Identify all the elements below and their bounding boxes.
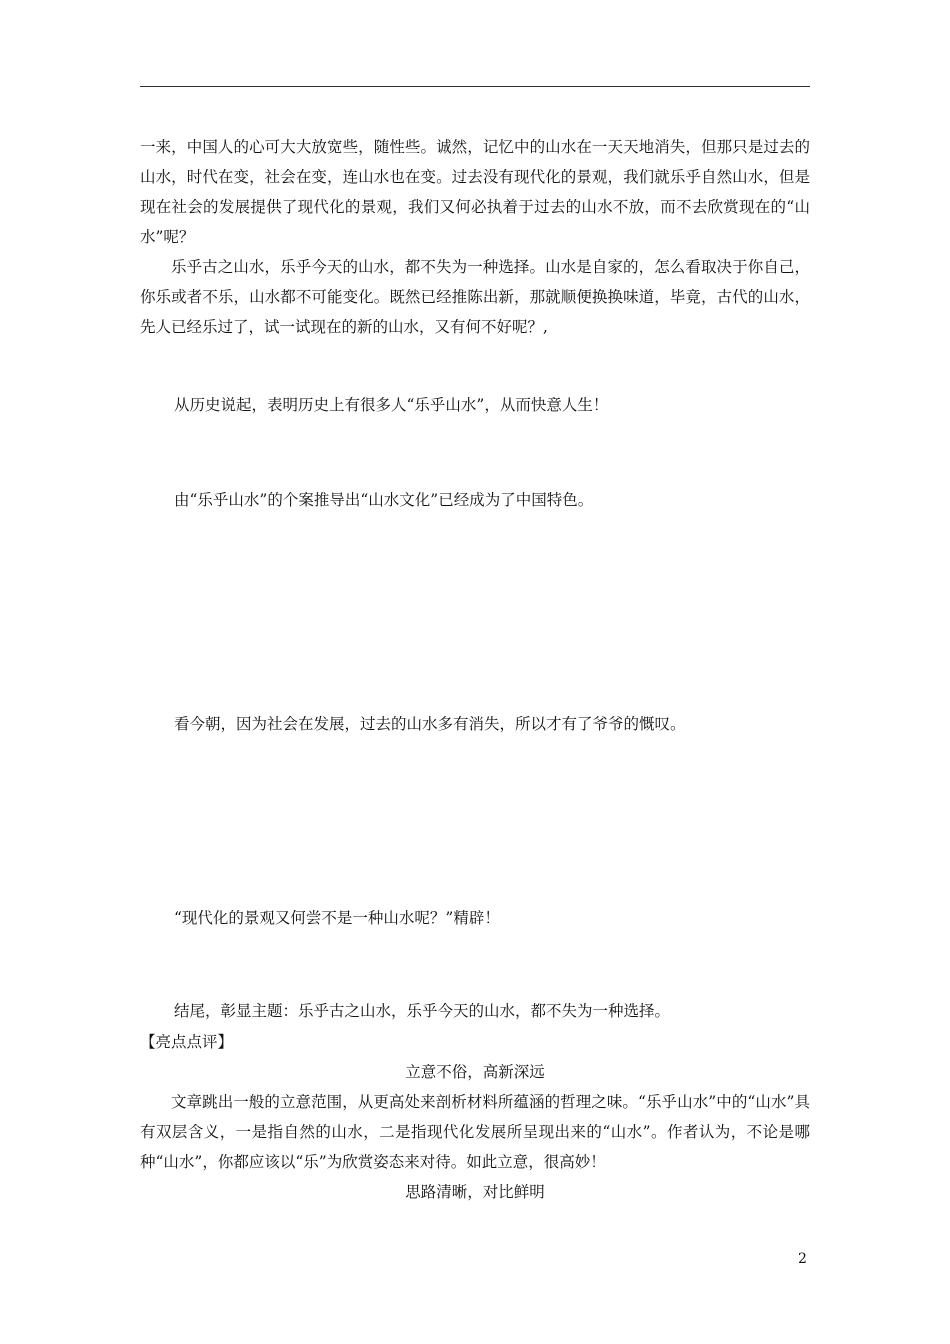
comment-line: 由“乐乎山水”的个案推导出“山水文化”已经成为了中国特色。	[174, 491, 594, 509]
paragraph: 一来，中国人的心可大大放宽些，随性些。诚然，记忆中的山水在一天天地消失，但那只是过去的山水，时代在变，社会在变，连山水也在变。过去没有现代化的景观，我们就乐乎自然山水，但是现在社会的发展提供了现代化的景观，我们又何必执着于过去的山水不放，而不去欣赏现在的“山水”呢？	[140, 138, 810, 246]
body-text-top	[140, 132, 810, 342]
review-section	[140, 1027, 810, 1207]
review-body: 文章跳出一般的立意范围，从更高处来剖析材料所蕴涵的哲理之味。“乐乎山水”中的“山水”具有双层含义，一是指自然的山水，二是指现代化发展所呈现出来的“山水”。作者认为，不论是哪种“山水”，你都应该以“乐”为欣赏姿态来对待。如此立意，很高妙！	[140, 1093, 810, 1171]
paragraph: 乐乎古之山水，乐乎今天的山水，都不失为一种选择。山水是自家的，怎么看取决于你自己，你乐或者不乐，山水都不可能变化。既然已经推陈出新，那就顺便换换味道，毕竟，古代的山水，先人已经乐过了，试一试现在的新的山水，又有何不好呢？,	[140, 258, 810, 336]
review-subtitle: 思路清晰，对比鲜明	[405, 1183, 545, 1201]
review-subtitle: 立意不俗，高新深远	[405, 1063, 545, 1081]
comment-line: 从历史说起，表明历史上有很多人“乐乎山水”，从而快意人生！	[174, 396, 609, 414]
comment-line: 看今朝，因为社会在发展，过去的山水多有消失，所以才有了爷爷的慨叹。	[174, 715, 686, 733]
comment-line: 结尾，彰显主题：乐乎古之山水，乐乎今天的山水，都不失为一种选择。	[174, 1002, 671, 1020]
comment-line: “现代化的景观又何尝不是一种山水呢？”精辟！	[174, 909, 500, 927]
review-heading: 【亮点点评】	[140, 1033, 234, 1051]
header-rule	[140, 86, 810, 87]
page-number: 2	[798, 1251, 807, 1267]
